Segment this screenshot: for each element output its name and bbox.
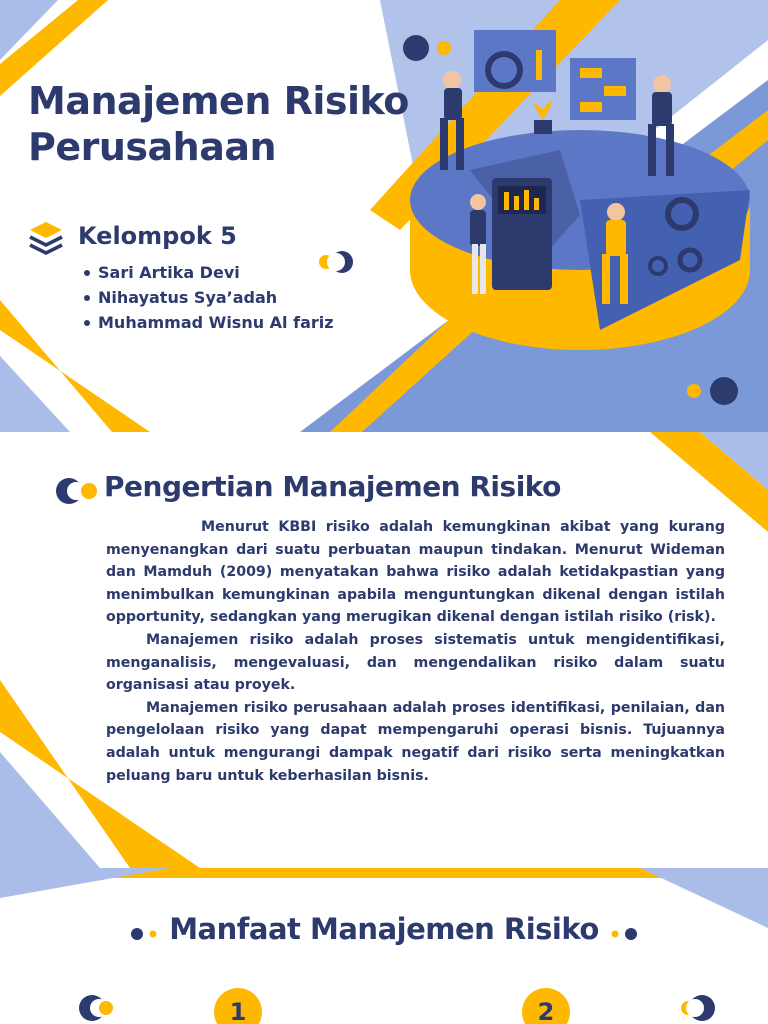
paragraph: Manajemen risiko adalah proses sistematis untuk mengidentifikasi, menganalisis, mengevaluasi, dan mengendalikan risiko dalam suatu organisasi atau proyek. (106, 631, 725, 694)
member-item: Sari Artika Devi (98, 260, 334, 285)
title-line-2: Perusahaan (28, 125, 277, 169)
layers-icon (28, 220, 64, 256)
section-heading: Pengertian Manajemen Risiko (104, 470, 561, 503)
dots-decoration (606, 924, 640, 944)
member-list (98, 260, 334, 335)
title-slide (0, 0, 768, 432)
circle-decoration (400, 32, 460, 64)
paragraph: Manajemen risiko perusahaan adalah proses identifikasi, penilaian, dan pengelolaan risiko yang dapat mempengaruhi operasi bisnis. Tujuannya adalah untuk mengurangi dampak negatif dari risiko serta meningkatkan peluang baru untuk keberhasilan bisnis. (106, 699, 725, 784)
circle-decoration (682, 376, 742, 408)
benefit-number-1: 1 (214, 988, 262, 1024)
member-item: Muhammad Wisnu Al fariz (98, 310, 334, 335)
definition-text (106, 516, 725, 787)
circle-decoration (78, 992, 118, 1024)
member-item: Nihayatus Sya’adah (98, 285, 334, 310)
circle-decoration (678, 992, 718, 1024)
paragraph: Menurut KBBI risiko adalah kemungkinan akibat yang kurang menyenangkan dari suatu perbuatan maupun tindakan. Menurut Wideman dan Mamduh (2009) menyatakan bahwa risiko adalah ketidakpastian yang menimbulkan kemungkinan apabila menguntungkan dikenal dengan istilah opportunity, sedangkan yang merugikan dikenal dengan istilah risiko (risk). (106, 519, 725, 626)
title-line-1: Manajemen Risiko (28, 79, 409, 123)
title-slide-background (0, 0, 768, 432)
definition-slide (0, 432, 768, 868)
section-heading: Manfaat Manajemen Risiko (169, 912, 599, 946)
circle-decoration (54, 476, 100, 506)
slide-title (28, 78, 409, 170)
group-label: Kelompok 5 (78, 222, 237, 250)
benefit-number-2: 2 (522, 988, 570, 1024)
benefits-slide (0, 868, 768, 1024)
